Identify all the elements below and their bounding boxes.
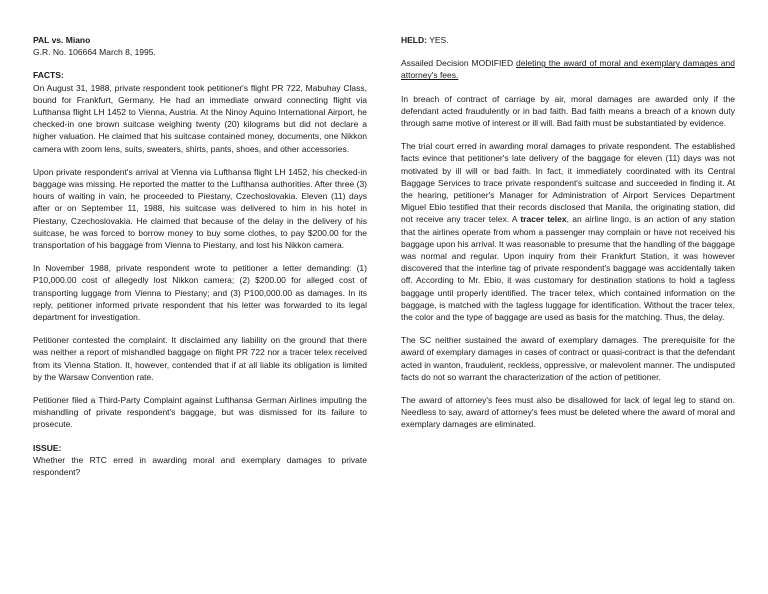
case-gr-number: G.R. No. 106664 March 8, 1995. bbox=[33, 47, 156, 58]
right-column bbox=[401, 34, 735, 442]
paragraph-part: , an airline lingo, is an action of any station that the airlines operate from whom a passenger may complain or have not received his baggage upon his arrival. It was reasonable to presume that the handling of the baggage was normal and regular. Upon inquiry from their Frankfurt Station, it was however discovered that the interline tag of private respondent's baggage was accidentally taken off. According to Mr. Ebio, it was customary for destination stations to hold a tagless baggage until properly identified. The tracer telex, which contained information on the baggage, is matched with the tagless luggage for identification. Without the tracer telex, the color and the type of baggage are used as basis for the matching. Thus, the delay. bbox=[401, 214, 735, 323]
held-answer: YES. bbox=[426, 35, 449, 45]
issue-heading: ISSUE: bbox=[33, 442, 62, 453]
held-decision bbox=[401, 57, 735, 81]
left-column bbox=[33, 34, 367, 478]
held-paragraph-exemplary: The SC neither sustained the award of exemplary damages. The prerequisite for the award of exemplary damages in cases of contract or quasi-contract is that the defendant acted in wanton, fraudulent, reckless, oppressive, or malevolent manner. The undisputed facts do not so warrant the characterization of the action of petitioner. bbox=[401, 335, 735, 382]
facts-paragraph: Petitioner filed a Third-Party Complaint against Lufthansa German Airlines imputing the mishandling of private respondent's baggage, but was dismissed for its failure to prosecute. bbox=[33, 395, 367, 430]
held-label: HELD: bbox=[401, 35, 427, 45]
facts-heading: FACTS: bbox=[33, 70, 64, 81]
held-line bbox=[401, 34, 735, 46]
facts-paragraph: In November 1988, private respondent wrote to petitioner a letter demanding: (1) P10,000.00 cost of allegedly lost Nikkon camera; (2) $200.00 for alleged cost of transporting luggage from Vienna to Piestany; and (3) P100,000.00 as damages. In its reply, petitioner informed private respondent that his letter was forwarded to its legal department for investigation. bbox=[33, 263, 367, 323]
held-paragraph-attorneys-fees: The award of attorney's fees must also be disallowed for lack of legal leg to stand on. Needless to say, award of attorney's fees must be deleted where the award of moral and exemplary damages are eliminated. bbox=[401, 395, 735, 430]
held-paragraph-moral-damages: In breach of contract of carriage by air, moral damages are awarded only if the defendant acted fraudulently or in bad faith. Bad faith means a breach of a known duty through same motive of interest or ill will. Bad faith must be substantiated by evidence. bbox=[401, 93, 735, 129]
facts-paragraph: Upon private respondent's arrival at Vienna via Lufthansa flight LH 1452, his checked-in baggage was missing. He reported the matter to the Lufthansa authorities. After three (3) hours of waiting in vain, he proceeded to Piestany, Czechoslovakia. Eleven (11) days after or on September 11, 1988, his suitcase was delivered to him in his hotel in Piestany, Czechoslovakia. He claimed that because of the delay in the delivery of his suitcase, he was forced to borrow money to buy some clothes, to pay $200.00 for the transportation of his baggage from Vienna to Piestany, and lost his Nikkon camera. bbox=[33, 166, 367, 251]
decision-underlined: deleting the award of moral and exemplary damages and attorney's fees. bbox=[401, 58, 735, 81]
facts-paragraph: On August 31, 1988, private respondent took petitioner's flight PR 722, Mabuhay Class, bound for Frankfurt, Germany. He had an immediate onward connecting flight via Lufthansa flight LH 1452 to Vienna, Austria. At the Ninoy Aquino International Airport, he checked-in one brown suitcase weighing twenty (20) kilograms but did not declare a higher valuation. He claimed that his suitcase contained money, documents, one Nikkon camera with zoom lens, suits, sweaters, shirts, pants, shoes, and other accessories. bbox=[33, 82, 367, 154]
held-paragraph-trial-court bbox=[401, 140, 735, 323]
case-title: PAL vs. Miano bbox=[33, 35, 91, 45]
decision-prefix: Assailed Decision MODIFIED bbox=[401, 58, 517, 69]
issue-text: Whether the RTC erred in awarding moral and exemplary damages to private respondent? bbox=[33, 454, 367, 478]
facts-paragraph: Petitioner contested the complaint. It disclaimed any liability on the ground that there was neither a report of mishandled baggage on flight PR 722 nor a tracer telex received from its Vienna Station. It, however, contended that if at all liable its obligation is limited by the Warsaw Convention rate. bbox=[33, 335, 367, 382]
paragraph-part: The trial court erred in awarding moral damages to private respondent. The established facts evince that petitioner's late delivery of the baggage for eleven (11) days was not motivated by ill will or bad faith. In fact, it immediately coordinated with its Central Baggage Services to trace private respondent's suitcase and succeeded in finding it. At the hearing, petitioner's Manager for Administration of Airport Services Department Miguel Ebio testified that their records disclosed that Manila, the originating station, did not receive any tracer telex. A bbox=[401, 141, 735, 225]
tracer-telex-term: tracer telex bbox=[520, 214, 567, 225]
